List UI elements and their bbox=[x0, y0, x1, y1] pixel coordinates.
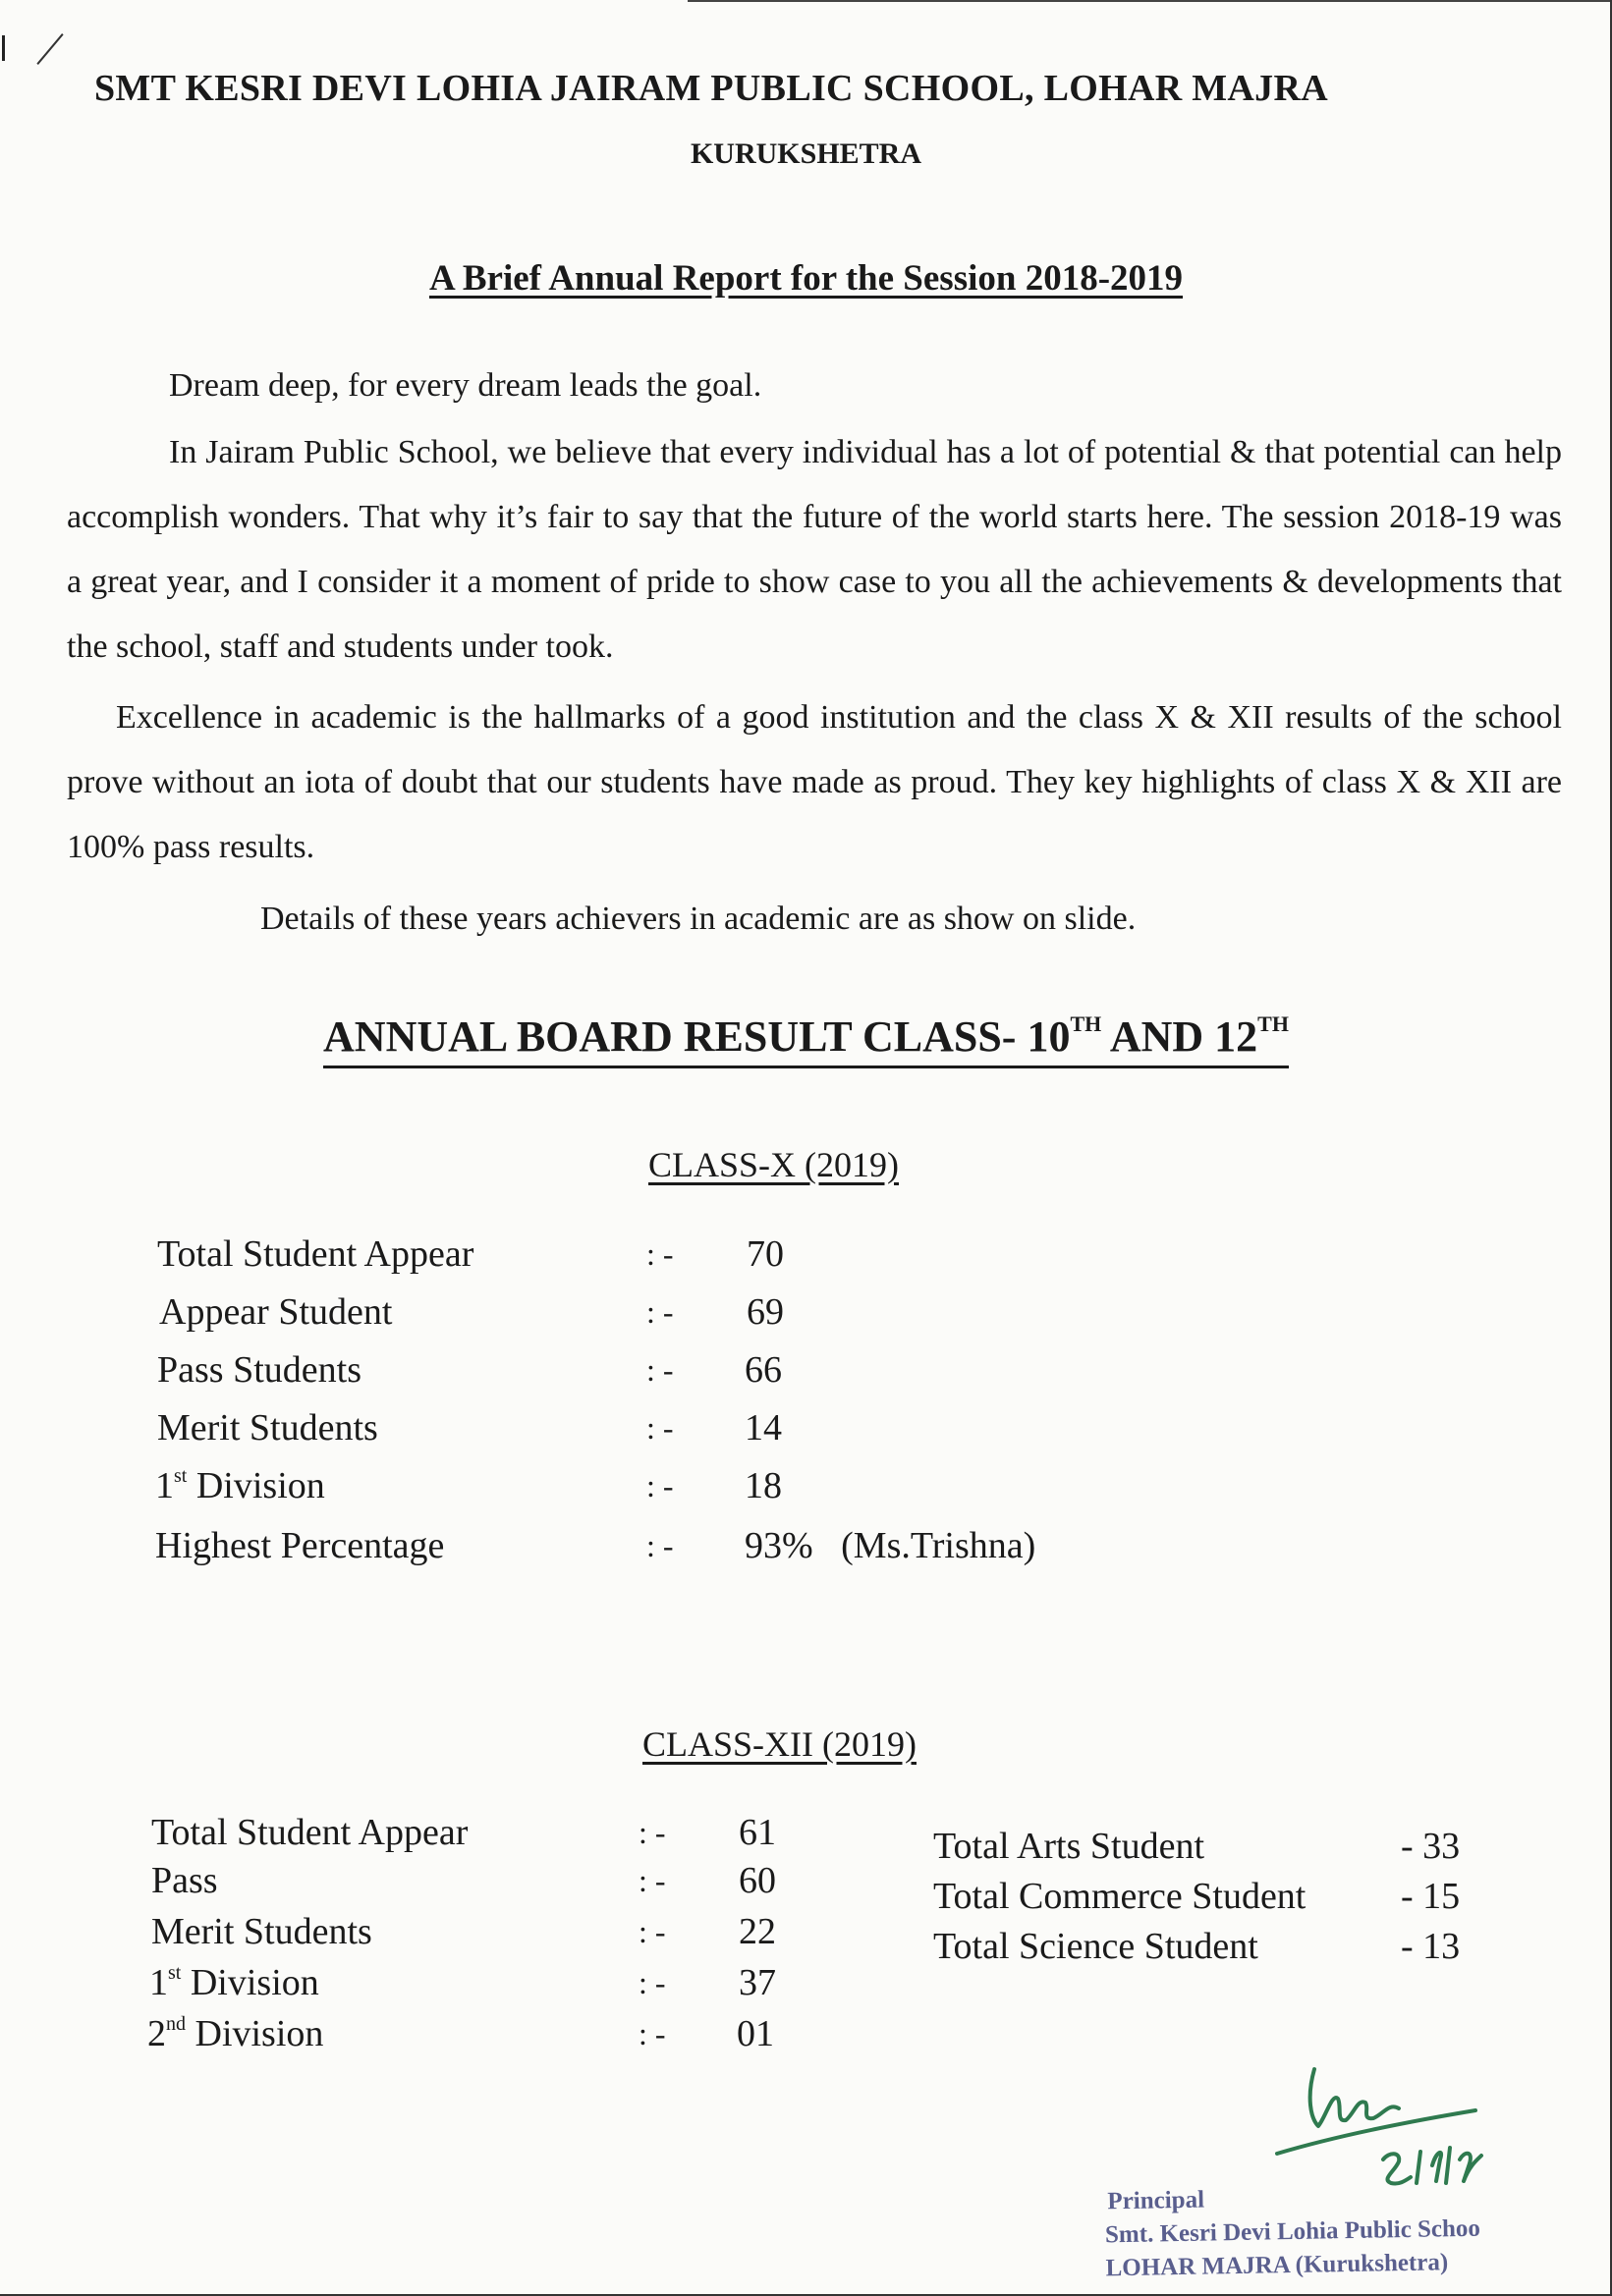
stream-value: - 13 bbox=[1401, 1926, 1461, 1967]
label-text: Division bbox=[186, 2013, 324, 2054]
row-separator: : - bbox=[646, 1410, 674, 1446]
row-label: Merit Students bbox=[151, 1911, 372, 1952]
stream-label: Total Arts Student bbox=[933, 1826, 1205, 1867]
row-separator: : - bbox=[646, 1528, 674, 1563]
row-label: Total Student Appear bbox=[151, 1812, 469, 1853]
label-ordinal: st bbox=[174, 1465, 188, 1487]
row-value: 61 bbox=[739, 1812, 776, 1853]
label-number: 1 bbox=[149, 1962, 168, 2003]
row-separator: : - bbox=[646, 1468, 674, 1503]
row-label bbox=[155, 1464, 325, 1507]
school-name: SMT KESRI DEVI LOHIA JAIRAM PUBLIC SCHOOL, LOHAR MAJRA bbox=[94, 68, 1328, 109]
row-label: Pass bbox=[151, 1860, 218, 1901]
row-label bbox=[147, 2012, 323, 2055]
stream-value: - 33 bbox=[1401, 1826, 1461, 1867]
row-value: 70 bbox=[747, 1233, 784, 1275]
row-label: Merit Students bbox=[157, 1407, 378, 1449]
row-separator: : - bbox=[639, 1914, 666, 1949]
scan-edge-top bbox=[688, 0, 1612, 2]
stream-arts bbox=[933, 1825, 1473, 1868]
intro-paragraph-1: In Jairam Public School, we believe that every individual has a lot of potential & that potential can help accomplish wonders. That why it’s fair to say that the future of the world starts here. The session 2018-19 was a great year, and I consider it a moment of pride to show case to you all the achievements & developments that the school, staff and students under took. bbox=[67, 434, 1562, 665]
label-text: Division bbox=[181, 1962, 319, 2003]
label-ordinal: st bbox=[168, 1962, 182, 1984]
row-value: 37 bbox=[739, 1962, 776, 2003]
board-title-sup-a: TH bbox=[1070, 1011, 1102, 1036]
stamp-line-school: Smt. Kesri Devi Lohia Public Schoo bbox=[1104, 2214, 1481, 2249]
board-title-part-b: AND 12 bbox=[1101, 1012, 1258, 1061]
row-label: Total Student Appear bbox=[157, 1233, 474, 1275]
board-result-title bbox=[0, 1011, 1612, 1068]
report-title-text: A Brief Annual Report for the Session 2018-2019 bbox=[428, 258, 1184, 299]
stream-science bbox=[933, 1925, 1473, 1968]
stamp-line-place: LOHAR MAJRA (Kurukshetra) bbox=[1105, 2249, 1449, 2282]
label-text: Division bbox=[187, 1465, 325, 1506]
row-separator: : - bbox=[639, 1815, 666, 1850]
row-label: Pass Students bbox=[157, 1349, 361, 1391]
row-value: 66 bbox=[745, 1349, 782, 1391]
row-value: 14 bbox=[745, 1407, 782, 1449]
row-value: 18 bbox=[745, 1465, 782, 1506]
class-xii-title: CLASS-XII (2019) bbox=[642, 1724, 917, 1764]
scan-mark bbox=[2, 35, 5, 61]
row-separator: : - bbox=[646, 1236, 674, 1272]
stream-label: Total Commerce Student bbox=[933, 1876, 1306, 1917]
row-label: Highest Percentage bbox=[155, 1525, 445, 1566]
label-number: 1 bbox=[155, 1465, 174, 1506]
board-result-title-text bbox=[323, 1011, 1289, 1068]
school-city: KURUKSHETRA bbox=[690, 137, 922, 170]
intro-paragraph-2: Excellence in academic is the hallmarks of a good institution and the class X & XII results of the school prove without an iota of doubt that our students have made as proud. They key highlights of class X & XII are 100% pass results. bbox=[67, 699, 1562, 865]
row-value: 60 bbox=[739, 1860, 776, 1901]
intro-quote: Dream deep, for every dream leads the goal. bbox=[169, 367, 762, 404]
row-label bbox=[149, 1961, 319, 2004]
row-separator: : - bbox=[639, 1965, 666, 2000]
row-value: 93% (Ms.Trishna) bbox=[745, 1525, 1036, 1566]
pen-mark bbox=[36, 33, 63, 65]
board-title-part-a: ANNUAL BOARD RESULT CLASS- 10 bbox=[323, 1012, 1071, 1061]
row-value: 22 bbox=[739, 1911, 776, 1952]
board-title-sup-b: TH bbox=[1257, 1011, 1289, 1036]
row-separator: : - bbox=[639, 2016, 666, 2051]
stream-value: - 15 bbox=[1401, 1876, 1461, 1917]
stream-commerce bbox=[933, 1875, 1473, 1918]
intro-paragraph-3: Details of these years achievers in academic are as show on slide. bbox=[260, 901, 1137, 937]
row-label: Appear Student bbox=[159, 1291, 393, 1333]
row-value: 01 bbox=[737, 2013, 774, 2054]
label-number: 2 bbox=[147, 2013, 166, 2054]
stamp-line-principal: Principal bbox=[1107, 2186, 1205, 2215]
principal-stamp bbox=[1104, 2179, 1481, 2286]
class-x-title: CLASS-X (2019) bbox=[648, 1145, 900, 1184]
row-value: 69 bbox=[747, 1291, 784, 1333]
row-separator: : - bbox=[646, 1352, 674, 1388]
report-title bbox=[0, 257, 1612, 300]
row-separator: : - bbox=[646, 1294, 674, 1330]
stream-label: Total Science Student bbox=[933, 1926, 1258, 1967]
row-separator: : - bbox=[639, 1863, 666, 1898]
label-ordinal: nd bbox=[166, 2013, 186, 2035]
